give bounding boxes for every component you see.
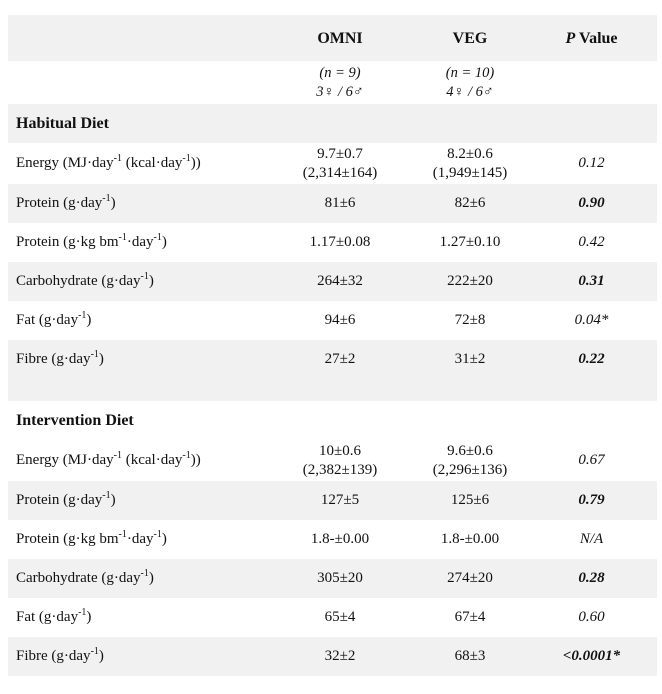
veg-value: 274±20 xyxy=(414,559,526,598)
diet-comparison-table xyxy=(8,15,657,676)
row-label-text: ) xyxy=(161,234,167,250)
table-row xyxy=(8,559,657,598)
row-label-text: Carbohydrate (g·day xyxy=(16,273,141,289)
omni-value: 32±2 xyxy=(266,637,414,676)
table-row xyxy=(8,262,657,301)
row-label-text: ) xyxy=(98,351,104,367)
row-label-text: ) xyxy=(148,273,154,289)
row-label-text: ) xyxy=(86,312,92,328)
row-label-superscript: -1 xyxy=(78,607,87,618)
omni-value: 264±32 xyxy=(266,262,414,301)
row-label-text: )) xyxy=(190,452,201,468)
intervention-rows xyxy=(8,440,657,676)
section-title: Habitual Diet xyxy=(8,104,657,143)
p-value: 0.67 xyxy=(578,452,605,468)
row-label-text: Protein (g·kg bm xyxy=(16,531,119,547)
omni-value: 94±6 xyxy=(324,312,356,328)
omni-value: 1.8-±0.00 xyxy=(310,531,370,547)
veg-sex: 4♀ / 6♂ xyxy=(446,83,494,100)
row-label-text: ·day xyxy=(126,234,154,250)
omni-value: 127±5 xyxy=(266,481,414,520)
veg-value xyxy=(414,143,526,184)
veg-value-line: 8.2±0.6 xyxy=(447,145,493,162)
row-label-superscript: -1 xyxy=(113,450,122,461)
omni-n: (n = 9) xyxy=(319,64,361,81)
table-row xyxy=(8,440,657,481)
table-row xyxy=(8,520,657,559)
veg-value: 1.8-±0.00 xyxy=(440,531,500,547)
veg-value-line: (2,296±136) xyxy=(432,461,508,478)
row-label-text: ) xyxy=(86,609,92,625)
section-spacer xyxy=(8,379,657,401)
row-label xyxy=(8,440,266,481)
row-label-superscript: -1 xyxy=(90,646,99,657)
header-group-cell xyxy=(8,15,266,61)
veg-value: 68±3 xyxy=(414,637,526,676)
omni-value: 305±20 xyxy=(266,559,414,598)
row-label-text: ) xyxy=(161,531,167,547)
row-label xyxy=(8,262,266,301)
row-label-text: (kcal·day xyxy=(121,155,183,171)
row-label-text: ) xyxy=(110,492,116,508)
omni-value-line: 10±0.6 xyxy=(319,442,361,459)
row-label-superscript: -1 xyxy=(140,568,149,579)
omni-value xyxy=(266,143,414,184)
row-label xyxy=(8,598,266,637)
row-label-superscript: -1 xyxy=(153,232,162,243)
habitual-rows xyxy=(8,143,657,379)
header-p-letter: P xyxy=(565,29,576,47)
table-row xyxy=(8,223,657,262)
row-label xyxy=(8,184,266,223)
row-label-text: )) xyxy=(190,155,201,171)
row-label-text: ) xyxy=(110,195,116,211)
veg-value: 222±20 xyxy=(414,262,526,301)
row-label-superscript: -1 xyxy=(102,490,111,501)
row-label-superscript: -1 xyxy=(182,450,191,461)
p-value: 0.31 xyxy=(526,262,657,301)
p-value: 0.28 xyxy=(526,559,657,598)
header-row xyxy=(8,15,657,61)
omni-sex: 3♀ / 6♂ xyxy=(316,83,364,100)
row-label xyxy=(8,637,266,676)
row-label xyxy=(8,143,266,184)
row-label-text: Protein (g·day xyxy=(16,195,103,211)
row-label xyxy=(8,520,266,559)
veg-value: 82±6 xyxy=(414,184,526,223)
row-label-text: Fibre (g·day xyxy=(16,648,91,664)
row-label-text: ·day xyxy=(126,531,154,547)
row-label-text: Fat (g·day xyxy=(16,609,79,625)
veg-group-size xyxy=(414,61,526,104)
row-label xyxy=(8,340,266,379)
header-omni: OMNI xyxy=(266,15,414,61)
veg-value: 31±2 xyxy=(414,340,526,379)
row-label-superscript: -1 xyxy=(113,153,122,164)
row-label-text: ) xyxy=(148,570,154,586)
table-row xyxy=(8,301,657,340)
table-row xyxy=(8,481,657,520)
p-value: <0.0001* xyxy=(526,637,657,676)
row-label-superscript: -1 xyxy=(153,529,162,540)
header-p-rest: Value xyxy=(575,29,618,47)
omni-value-line: (2,314±164) xyxy=(302,164,378,181)
veg-value: 72±8 xyxy=(454,312,486,328)
p-value: 0.12 xyxy=(578,155,605,171)
omni-value-line: 9.7±0.7 xyxy=(317,145,363,162)
row-label xyxy=(8,301,266,340)
p-value: 0.60 xyxy=(578,609,605,625)
veg-value-line: 9.6±0.6 xyxy=(447,442,493,459)
table-row xyxy=(8,340,657,379)
p-value: 0.79 xyxy=(526,481,657,520)
omni-group-size xyxy=(266,61,414,104)
table-row xyxy=(8,143,657,184)
section-intervention xyxy=(8,401,657,440)
row-label-superscript: -1 xyxy=(140,271,149,282)
veg-n: (n = 10) xyxy=(445,64,495,81)
header-p-value xyxy=(526,15,657,61)
veg-value: 1.27±0.10 xyxy=(439,234,501,250)
table-row xyxy=(8,598,657,637)
row-label-superscript: -1 xyxy=(118,232,127,243)
row-label-superscript: -1 xyxy=(102,193,111,204)
p-value: 0.22 xyxy=(526,340,657,379)
omni-value-line: (2,382±139) xyxy=(302,461,378,478)
p-value: N/A xyxy=(579,531,604,547)
veg-value: 125±6 xyxy=(414,481,526,520)
p-value: 0.90 xyxy=(526,184,657,223)
omni-value: 65±4 xyxy=(324,609,356,625)
header-veg: VEG xyxy=(414,15,526,61)
row-label-text: ) xyxy=(98,648,104,664)
row-label xyxy=(8,481,266,520)
row-label-superscript: -1 xyxy=(118,529,127,540)
veg-value xyxy=(414,440,526,481)
row-label-text: Energy (MJ·day xyxy=(16,452,114,468)
row-label xyxy=(8,223,266,262)
row-label-superscript: -1 xyxy=(182,153,191,164)
row-label-superscript: -1 xyxy=(90,349,99,360)
p-value: 0.04* xyxy=(574,312,609,328)
section-habitual xyxy=(8,104,657,143)
row-label-text: Energy (MJ·day xyxy=(16,155,114,171)
omni-value: 27±2 xyxy=(266,340,414,379)
row-label-text: Fat (g·day xyxy=(16,312,79,328)
group-size-row xyxy=(8,61,657,104)
veg-value: 67±4 xyxy=(454,609,486,625)
table-row xyxy=(8,637,657,676)
veg-value-line: (1,949±145) xyxy=(432,164,508,181)
row-label xyxy=(8,559,266,598)
omni-value: 81±6 xyxy=(266,184,414,223)
row-label-text: Protein (g·kg bm xyxy=(16,234,119,250)
row-label-text: Fibre (g·day xyxy=(16,351,91,367)
p-value: 0.42 xyxy=(578,234,605,250)
row-label-text: (kcal·day xyxy=(121,452,183,468)
row-label-superscript: -1 xyxy=(78,310,87,321)
omni-value xyxy=(266,440,414,481)
omni-value: 1.17±0.08 xyxy=(309,234,371,250)
row-label-text: Carbohydrate (g·day xyxy=(16,570,141,586)
section-title: Intervention Diet xyxy=(16,412,134,429)
table-row xyxy=(8,184,657,223)
row-label-text: Protein (g·day xyxy=(16,492,103,508)
